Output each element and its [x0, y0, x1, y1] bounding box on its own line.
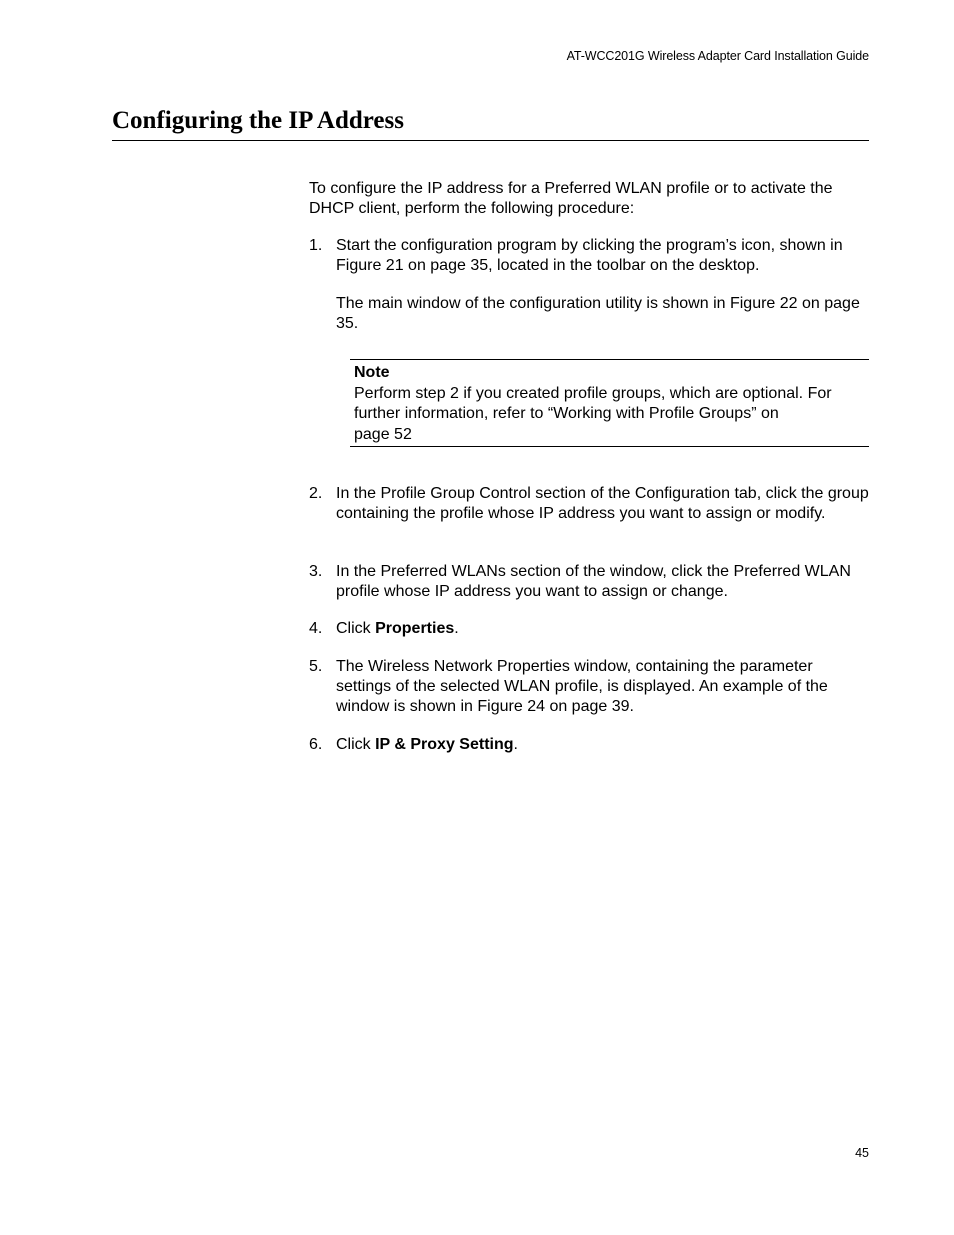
step-1	[309, 236, 869, 334]
step-2	[309, 484, 869, 524]
note-line: Perform step 2 if you created profile groups, which are optional. For	[354, 384, 832, 402]
step-text: Start the configuration program by clicking the program’s icon, shown in Figure 21 on page 35, located in the toolbar on the desktop.	[336, 237, 843, 274]
step-text: Click	[336, 620, 376, 637]
ui-label-properties: Properties	[375, 620, 455, 637]
step-4	[309, 619, 869, 639]
step-6	[309, 735, 869, 755]
title-divider	[112, 140, 869, 141]
step-number: 4.	[309, 620, 323, 637]
page-number: 45	[855, 1146, 869, 1160]
step-number: 5.	[309, 658, 323, 675]
step-text: Click	[336, 736, 376, 753]
step-followup: The main window of the configuration utility is shown in Figure 22 on page 35.	[336, 295, 860, 332]
step-number: 1.	[309, 237, 323, 254]
note-line: further information, refer to “Working with Profile Groups” on	[354, 405, 779, 422]
step-5	[309, 657, 869, 717]
step-number: 3.	[309, 563, 323, 580]
running-header: AT-WCC201G Wireless Adapter Card Installation Guide	[566, 49, 869, 63]
step-punct: .	[454, 620, 459, 637]
step-punct: .	[513, 736, 518, 753]
section-title: Configuring the IP Address	[112, 107, 404, 134]
note-label: Note	[354, 364, 390, 381]
step-number: 6.	[309, 736, 323, 753]
step-text: In the Preferred WLANs section of the window, click the Preferred WLAN profile whose IP address you want to assign or change.	[336, 563, 851, 600]
intro-paragraph: To configure the IP address for a Preferred WLAN profile or to activate the DHCP client, perform the following procedure:	[309, 180, 833, 217]
step-3	[309, 562, 869, 602]
step-number: 2.	[309, 485, 323, 502]
note-line: page 52	[354, 425, 412, 443]
ui-label-ip-proxy-setting: IP & Proxy Setting	[375, 736, 514, 753]
step-text: In the Profile Group Control section of the Configuration tab, click the group containing the profile whose IP address you want to assign or modify.	[336, 485, 869, 522]
step-text: The Wireless Network Properties window, containing the parameter settings of the selected WLAN profile, is displayed. An example of the window is shown in Figure 24 on page 39.	[336, 658, 828, 715]
note-box	[350, 359, 869, 447]
